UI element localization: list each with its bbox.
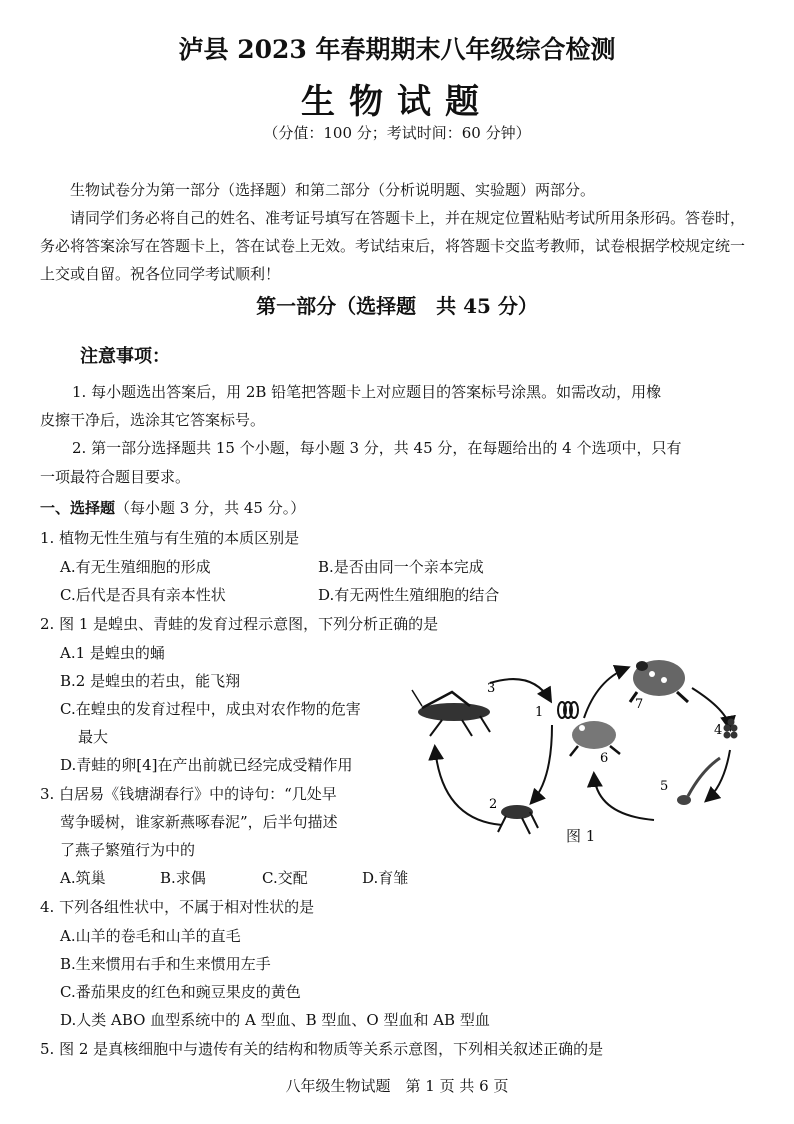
q2-option-a: A.1 是蝗虫的蛹 (60, 644, 165, 662)
label-7: 7 (635, 697, 644, 712)
q3-option-b: B.求偶 (160, 869, 206, 887)
notice-2-line-2: 一项最符合题目要求。 (40, 468, 191, 486)
grasshopper-nymph-icon (498, 805, 538, 834)
intro-paragraph-1: 生物试卷分为第一部分（选择题）和第二部分（分析说明题、实验题）两部分。 (70, 181, 596, 199)
arrow-7-to-4 (692, 688, 730, 728)
label-2: 2 (489, 797, 498, 812)
q4-stem: 4. 下列各组性状中，不属于相对性状的是 (40, 898, 315, 916)
intro-paragraph-2: 请同学们务必将自己的姓名、准考证号填写在答题卡上，并在规定位置粘贴考试所用条形码。答卷时，务必将答案涂写在答题卡上，答在试卷上无效。考试结束后，将答题卡交监考教师，试卷根据学校规定统一上交或自留。祝各位同学考试顺利！ (40, 209, 746, 283)
notice-1-line-1: 1. 每小题选出答案后，用 2B 铅笔把答题卡上对应题目的答案标号涂黑。如需改动，用橡 (72, 383, 662, 401)
section-heading-note: （每小题 3 分，共 45 分。） (115, 499, 306, 517)
exam-title-line2: 生物试题 (301, 82, 493, 122)
q4-option-b: B.生来惯用右手和生来惯用左手 (60, 955, 271, 973)
notice-2-line-1: 2. 第一部分选择题共 15 个小题，每小题 3 分，共 45 分，在每题给出的 4 个选项中，只有 (72, 439, 682, 457)
q5-stem: 5. 图 2 是真核细胞中与遗传有关的结构和物质等关系示意图，下列相关叙述正确的是 (40, 1040, 604, 1058)
q2-option-d: D.青蛙的卵[4]在产出前就已经完成受精作用 (60, 756, 353, 774)
q2-stem: 2. 图 1 是蝗虫、青蛙的发育过程示意图，下列分析正确的是 (40, 615, 439, 633)
q3-stem-line3: 了燕子繁殖行为中的 (60, 841, 196, 859)
q2-option-c-line2: 最大 (78, 728, 109, 746)
grasshopper-eggs-icon (558, 702, 578, 718)
arrow-3-to-1 (490, 679, 550, 700)
q4-option-a: A.山羊的卷毛和山羊的直毛 (60, 927, 241, 945)
exam-title-line1: 泸县 2023 年春期期末八年级综合检测 (178, 35, 616, 64)
part1-title: 第一部分（选择题 共 45 分） (256, 294, 538, 318)
q1-option-c: C.后代是否具有亲本性状 (60, 586, 226, 604)
page-footer: 八年级生物试题 第 1 页 共 6 页 (285, 1077, 509, 1095)
exam-subtitle: （分值：100 分；考试时间：60 分钟） (263, 124, 531, 142)
frog-eggs-icon (724, 719, 738, 739)
tadpole-icon (677, 758, 720, 805)
arrow-2-to-3 (435, 748, 502, 825)
arrow-5-to-6 (594, 775, 654, 820)
notice-heading: 注意事项： (80, 346, 170, 367)
notice-1-line-2: 皮擦干净后，选涂其它答案标号。 (40, 411, 266, 429)
section-heading-title: 一、选择题 (40, 499, 116, 517)
figure-1-caption: 图 1 (566, 827, 596, 845)
grasshopper-adult-icon (412, 690, 490, 736)
q3-stem-line2: 莺争暖树，谁家新燕啄春泥”，后半句描述 (60, 813, 338, 831)
q1-option-d: D.有无两性生殖细胞的结合 (318, 586, 500, 604)
q3-stem-line1: 3. 白居易《钱塘湖春行》中的诗句：“几处早 (40, 785, 337, 803)
q3-option-c: C.交配 (262, 869, 308, 887)
label-3: 3 (487, 681, 496, 696)
section-heading (40, 497, 305, 518)
label-1: 1 (535, 705, 544, 720)
arrow-1-to-2 (532, 725, 552, 802)
frog-adult-icon (630, 660, 688, 702)
arrow-6-to-7 (584, 668, 627, 718)
q3-option-a: A.筑巢 (60, 869, 106, 887)
q1-option-a: A.有无生殖细胞的形成 (60, 558, 211, 576)
q4-option-c: C.番茄果皮的红色和豌豆果皮的黄色 (60, 983, 301, 1001)
q2-option-c-line1: C.在蝗虫的发育过程中，成虫对农作物的危害 (60, 700, 361, 718)
label-5: 5 (660, 779, 669, 794)
figure-1-life-cycles (402, 640, 754, 855)
q3-option-d: D.育雏 (362, 869, 409, 887)
q1-option-b: B.是否由同一个亲本完成 (318, 558, 484, 576)
q4-option-d: D.人类 ABO 血型系统中的 A 型血、B 型血、O 型血和 AB 型血 (60, 1011, 490, 1029)
q2-option-b: B.2 是蝗虫的若虫，能飞翔 (60, 672, 241, 690)
young-frog-icon (570, 721, 620, 756)
q1-stem: 1. 植物无性生殖与有生殖的本质区别是 (40, 529, 300, 547)
label-4: 4 (714, 723, 723, 738)
label-6: 6 (600, 751, 609, 766)
